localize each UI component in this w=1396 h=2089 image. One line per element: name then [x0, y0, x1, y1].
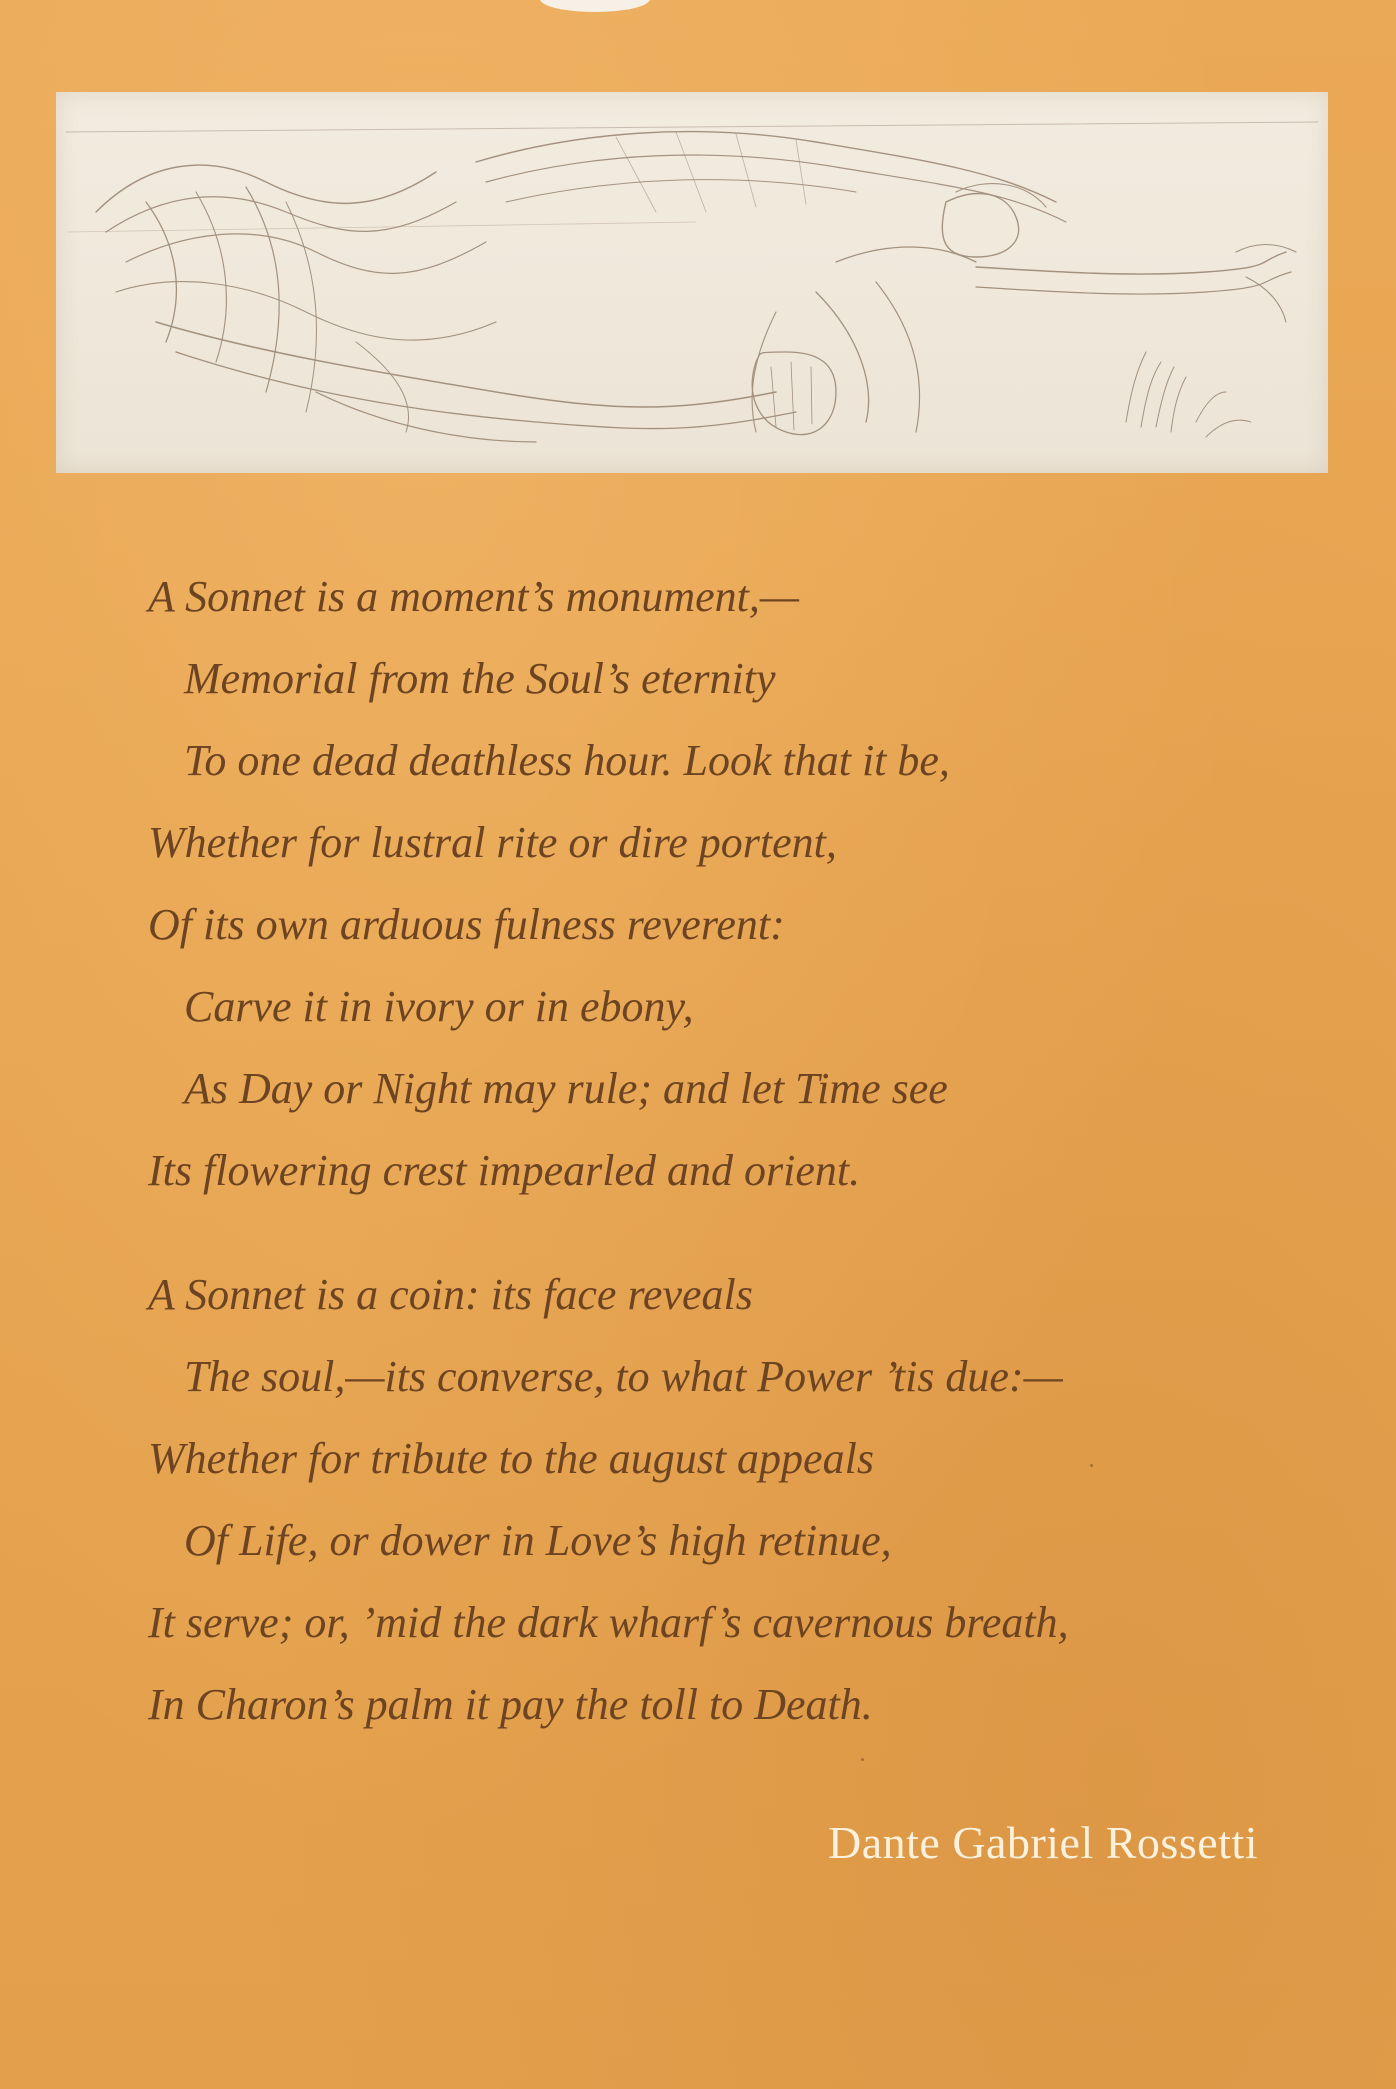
sketch-illustration — [56, 92, 1328, 473]
poem-line: Whether for tribute to the august appeals — [148, 1434, 874, 1483]
stanza-1 — [148, 556, 1328, 1212]
poem-line: Memorial from the Soul’s eternity — [184, 654, 776, 703]
poem — [148, 556, 1328, 1746]
poem-line: To one dead deathless hour. Look that it be, — [184, 736, 950, 785]
poem-line: Its flowering crest impearled and orient. — [148, 1146, 861, 1195]
poem-line: Of Life, or dower in Love’s high retinue, — [184, 1516, 892, 1565]
sketch-illustration-icon — [56, 92, 1328, 473]
poem-line: A Sonnet is a coin: its face reveals — [148, 1270, 753, 1319]
poem-line: It serve; or, ’mid the dark wharf’s cavernous breath, — [148, 1598, 1069, 1647]
paper-notch — [540, 0, 650, 12]
poem-line: A Sonnet is a moment’s monument,— — [148, 572, 800, 621]
poem-line: As Day or Night may rule; and let Time see — [184, 1064, 948, 1113]
poem-line: In Charon’s palm it pay the toll to Death. — [148, 1680, 873, 1729]
paper-speck — [1090, 1464, 1093, 1467]
stanza-2 — [148, 1254, 1328, 1746]
poem-line: Of its own arduous fulness reverent: — [148, 900, 785, 949]
poem-line: The soul,—its converse, to what Power ’tis due:— — [184, 1352, 1063, 1401]
paper-speck — [861, 1758, 864, 1761]
author-name: Dante Gabriel Rossetti — [827, 1817, 1258, 1868]
poem-line: Whether for lustral rite or dire portent, — [148, 818, 837, 867]
poem-line: Carve it in ivory or in ebony, — [184, 982, 694, 1031]
